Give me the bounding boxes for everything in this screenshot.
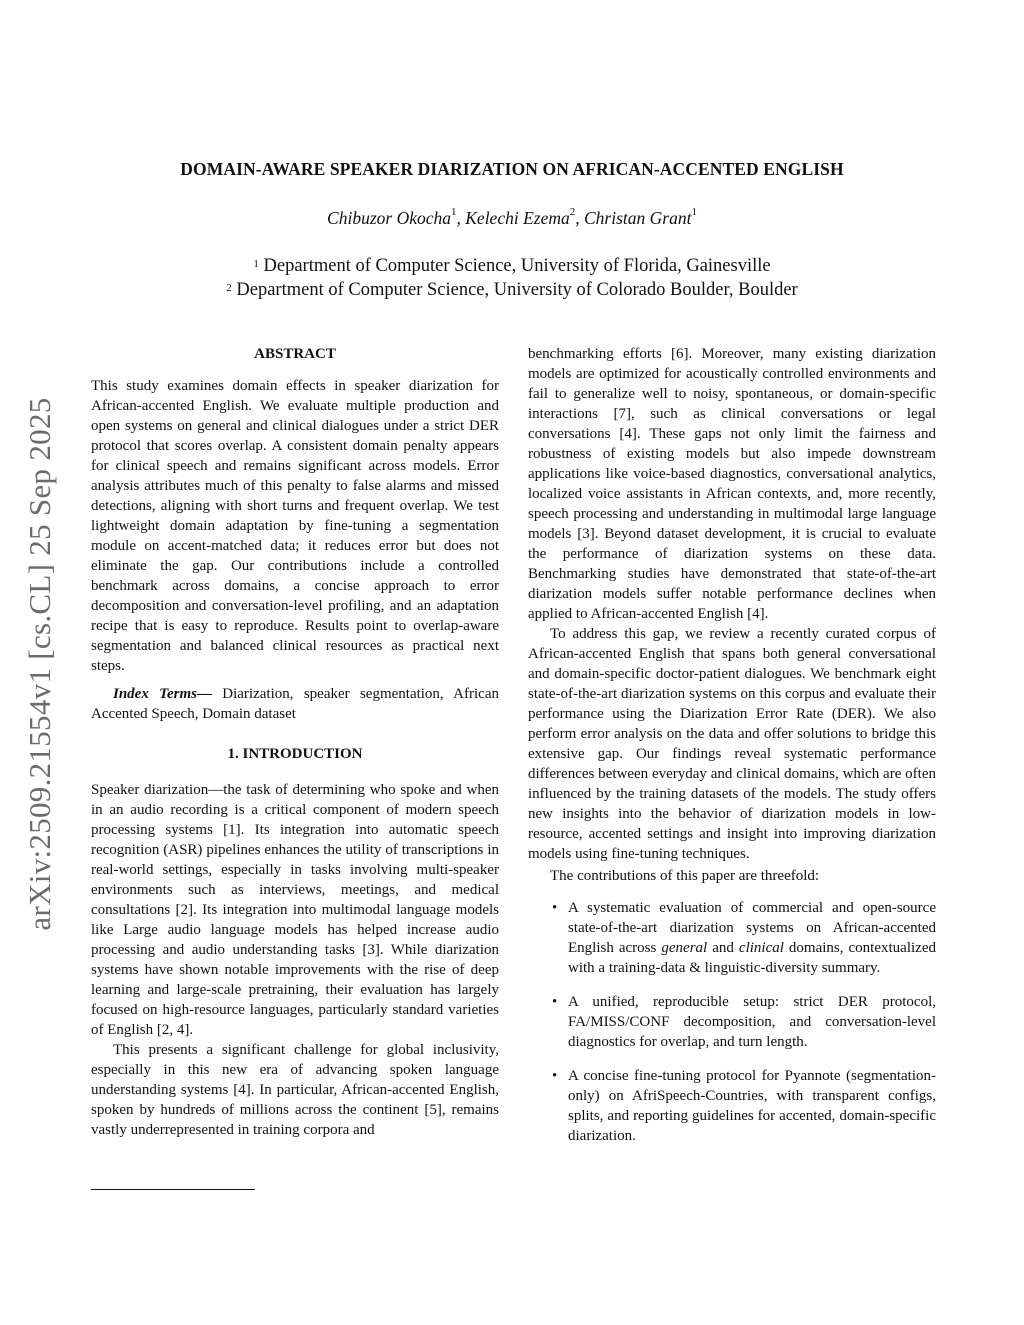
intro-paragraph-1: Speaker diarization—the task of determining who spoke and when in an audio recording is a critical component of modern speech processing systems [1]. Its integration into automatic speech recognition (ASR) pipelines enhances the utility of transcriptions in real-world settings, especially in tasks involving multi-speaker environments such as interviews, meetings, and medical consultations [2]. Its integration into multimodal language models like Large audio language models has helped increase audio processing and audio understanding tasks [3]. While diarization systems have shown notable improvements with the rise of deep learning and large-scale pretraining, their evaluation has largely focused on high-resource languages, particularly standard varieties of English [2, 4].: [91, 782, 499, 1038]
left-column: [91, 344, 499, 1140]
right-column: [528, 344, 936, 1160]
footnote-rule: [91, 1189, 255, 1190]
arxiv-stamp-text: arXiv:2509.21554v1 [cs.CL] 25 Sep 2025: [22, 397, 57, 931]
index-terms: [91, 684, 499, 724]
affiliation-list: [0, 254, 1024, 302]
contribution-text: A systematic evaluation of commercial and open-source state-of-the-art diarization systems on African-accented English across: [568, 900, 936, 956]
index-terms-label: Index Terms—: [113, 686, 212, 702]
bullet-icon: •: [552, 1068, 558, 1084]
author-affil-marker: 1: [451, 206, 457, 218]
contribution-text: and: [707, 940, 739, 956]
author-name: Christan Grant: [583, 208, 692, 228]
affiliation-text: Department of Computer Science, University of Florida, Gainesville: [258, 256, 771, 276]
affiliation-number: 1: [253, 258, 259, 270]
author-name: Chibuzor Okocha: [327, 208, 451, 228]
contributions-intro: The contributions of this paper are threefold:: [550, 868, 820, 884]
affiliation-line: [0, 254, 1024, 278]
author-separator: ,: [575, 208, 584, 228]
affiliation-line: [0, 278, 1024, 302]
contribution-item: [528, 1066, 936, 1146]
contribution-text: domains, contextualized with a training-data & linguistic-diversity summary.: [568, 940, 936, 976]
abstract-heading: ABSTRACT: [254, 346, 336, 362]
intro-paragraph-2-continued: benchmarking efforts [6]. Moreover, many existing diarization models are optimized for acoustically controlled environments and fail to generalize well to noisy, spontaneous, or domain-specific interactions [7], such as clinical conversations or legal conversations [4]. These gaps not only limit the fairness and robustness of existing models but also impede downstream applications like voice-based diagnostics, conversational analytics, localized voice assistants in African contexts, and, more recently, speech processing and understanding in multimodal large language models [3]. Beyond dataset development, it is crucial to evaluate the performance of diarization systems on these data. Benchmarking studies have demonstrated that state-of-the-art diarization models suffer notable performance declines when applied to African-accented English [4].: [528, 346, 936, 622]
bullet-icon: •: [552, 900, 558, 916]
abstract-text: This study examines domain effects in speaker diarization for African-accented English. We evaluate multiple production and open systems on general and clinical dialogues under a strict DER protocol that scores overlap. A consistent domain penalty appears for clinical speech and remains significant across models. Error analysis attributes much of this penalty to false alarms and missed detections, aligning with short turns and frequent overlap. We test lightweight domain adaptation by fine-tuning a segmentation module on accent-matched data; it reduces error but does not eliminate the gap. Our contributions include a controlled benchmark across domains, a concise approach to error decomposition and conversation-level profiling, and an adaptation recipe that is easy to reproduce. Results point to overlap-aware segmentation and balanced clinical resources as practical next steps.: [91, 378, 499, 674]
emphasis-clinical: clinical: [738, 940, 784, 956]
paper-title: DOMAIN-AWARE SPEAKER DIARIZATION ON AFRICAN-ACCENTED ENGLISH: [180, 159, 844, 179]
intro-paragraph-3: To address this gap, we review a recently curated corpus of African-accented English that spans both general conversational and domain-specific doctor-patient dialogues. We benchmark eight state-of-the-art diarization systems on this corpus and evaluate their performance using the Diarization Error Rate (DER). We also perform error analysis on the data and offer solutions to bridge this extensive gap. Our findings reveal systematic performance differences between everyday and clinical domains, which are often influenced by the training datasets of the models. The study offers new insights into the behavior of diarization models in low-resource, accented settings and insight into improving diarization models using fine-tuning techniques.: [528, 626, 936, 862]
affiliation-number: 2: [226, 282, 232, 294]
contribution-item: [528, 992, 936, 1052]
author-separator: ,: [456, 208, 466, 228]
contribution-text: A unified, reproducible setup: strict DER protocol, FA/MISS/CONF decomposition, and conversation-level diagnostics for overlap, and turn length.: [568, 994, 936, 1050]
contributions-list: [528, 898, 936, 1146]
intro-paragraph-2: This presents a significant challenge for global inclusivity, especially in this new era of advancing spoken language understanding systems [4]. In particular, African-accented English, spoken by hundreds of millions across the continent [5], remains vastly underrepresented in training corpora and: [91, 1042, 499, 1138]
introduction-heading: 1. INTRODUCTION: [227, 746, 363, 762]
arxiv-stamp: [20, 368, 60, 960]
author-affil-marker: 2: [569, 206, 576, 218]
contribution-item: [528, 898, 936, 978]
author-name: Kelechi Ezema: [465, 208, 570, 228]
contribution-text: A concise fine-tuning protocol for Pyannote (segmentation-only) on AfriSpeech-Countries, with transparent configs, splits, and reporting guidelines for accented, domain-specific diarization.: [568, 1068, 936, 1144]
affiliation-text: Department of Computer Science, University of Colorado Boulder, Boulder: [231, 280, 798, 300]
bullet-icon: •: [552, 994, 558, 1010]
author-list: [0, 208, 1024, 229]
emphasis-general: general: [661, 940, 708, 956]
index-terms-text: Diarization, speaker segmentation, African Accented Speech, Domain dataset: [91, 686, 499, 722]
author-affil-marker: 1: [691, 206, 697, 218]
